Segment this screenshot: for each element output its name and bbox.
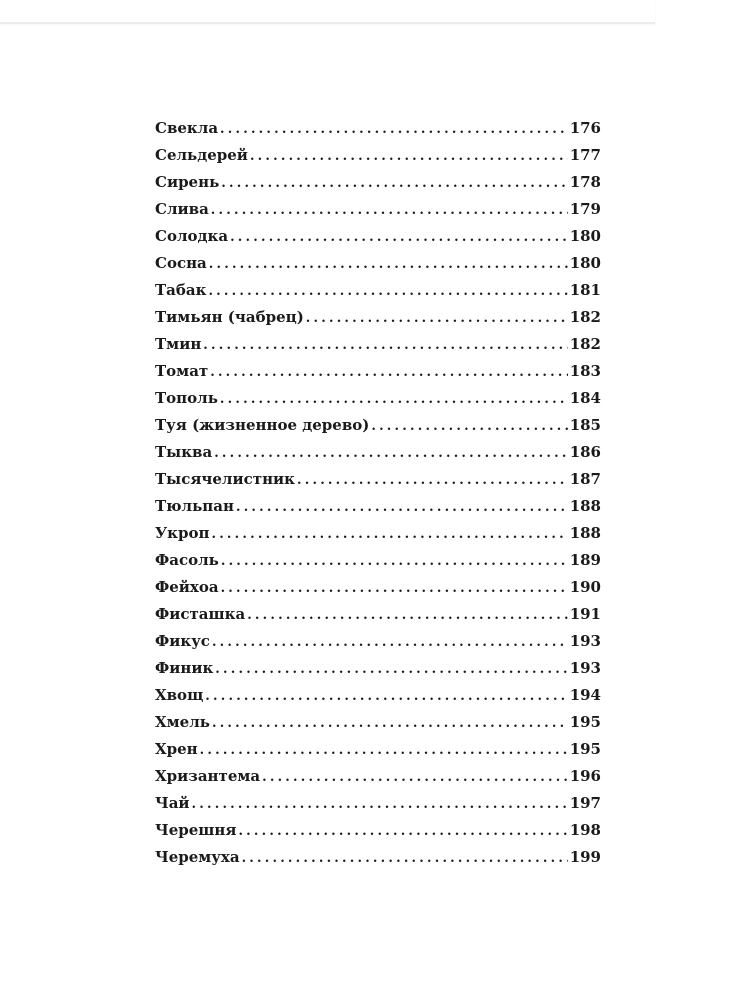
toc-entry-page: 190 xyxy=(569,578,601,596)
toc-entry[interactable] xyxy=(155,520,601,547)
toc-entry[interactable] xyxy=(155,331,601,358)
toc-entry[interactable] xyxy=(155,736,601,763)
toc-entry-page: 191 xyxy=(569,605,601,623)
toc-dot-leader xyxy=(221,170,567,197)
toc-entry-title: Хризантема xyxy=(155,767,261,785)
toc-entry-page: 181 xyxy=(569,281,601,299)
toc-entry-page: 193 xyxy=(569,632,601,650)
toc-dot-leader xyxy=(220,116,568,143)
toc-entry-title: Тысячелистник xyxy=(155,470,296,488)
toc-entry-page: 177 xyxy=(569,146,601,164)
toc-entry-title: Хрен xyxy=(155,740,198,758)
toc-entry-title: Тимьян (чабрец) xyxy=(155,308,304,326)
toc-entry-page: 183 xyxy=(569,362,601,380)
toc-entry-title: Слива xyxy=(155,200,209,218)
toc-entry-page: 198 xyxy=(569,821,601,839)
toc-dot-leader xyxy=(306,305,568,332)
toc-entry[interactable] xyxy=(155,547,601,574)
toc-entry-page: 193 xyxy=(569,659,601,677)
toc-entry-title: Финик xyxy=(155,659,214,677)
toc-entry[interactable] xyxy=(155,115,601,142)
toc-entry[interactable] xyxy=(155,574,601,601)
toc-dot-leader xyxy=(220,386,568,413)
toc-entry-title: Черемуха xyxy=(155,848,240,866)
toc-dot-leader xyxy=(209,251,568,278)
toc-dot-leader xyxy=(211,197,568,224)
toc-entry-title: Фасоль xyxy=(155,551,219,569)
toc-entry[interactable] xyxy=(155,358,601,385)
toc-dot-leader xyxy=(203,332,567,359)
toc-entry-title: Томат xyxy=(155,362,209,380)
toc-entry[interactable] xyxy=(155,277,601,304)
toc-entry[interactable] xyxy=(155,223,601,250)
toc-entry-title: Сосна xyxy=(155,254,207,272)
toc-entry-page: 186 xyxy=(569,443,601,461)
toc-dot-leader xyxy=(262,764,568,791)
toc-entry-page: 184 xyxy=(569,389,601,407)
toc-entry[interactable] xyxy=(155,493,601,520)
toc-dot-leader xyxy=(221,548,568,575)
toc-dot-leader xyxy=(230,224,568,251)
toc-dot-leader xyxy=(211,521,567,548)
toc-dot-leader xyxy=(371,413,567,440)
toc-entry-page: 179 xyxy=(569,200,601,218)
toc-entry[interactable] xyxy=(155,439,601,466)
toc-entry-page: 195 xyxy=(569,713,601,731)
toc-entry[interactable] xyxy=(155,304,601,331)
toc-entry[interactable] xyxy=(155,385,601,412)
toc-entry-title: Солодка xyxy=(155,227,229,245)
toc-entry[interactable] xyxy=(155,169,601,196)
toc-entry-title: Тыква xyxy=(155,443,213,461)
toc-entry[interactable] xyxy=(155,250,601,277)
toc-dot-leader xyxy=(200,737,568,764)
toc-entry[interactable] xyxy=(155,466,601,493)
toc-entry-title: Укроп xyxy=(155,524,210,542)
toc-entry-page: 182 xyxy=(569,335,601,353)
toc-entry-page: 182 xyxy=(569,308,601,326)
toc-dot-leader xyxy=(236,494,568,521)
toc-entry[interactable] xyxy=(155,763,601,790)
toc-dot-leader xyxy=(221,575,568,602)
toc-dot-leader xyxy=(250,143,568,170)
toc-dot-leader xyxy=(192,791,568,818)
toc-dot-leader xyxy=(247,602,568,629)
toc-entry-page: 189 xyxy=(569,551,601,569)
toc-entry-page: 197 xyxy=(569,794,601,812)
toc-dot-leader xyxy=(215,656,567,683)
toc-entry-title: Сирень xyxy=(155,173,220,191)
toc-entry-title: Табак xyxy=(155,281,207,299)
toc-entry-page: 187 xyxy=(569,470,601,488)
toc-dot-leader xyxy=(212,710,568,737)
toc-entry-page: 180 xyxy=(569,254,601,272)
toc-dot-leader xyxy=(214,440,568,467)
toc-entry-page: 188 xyxy=(569,524,601,542)
toc-entry-title: Сельдерей xyxy=(155,146,248,164)
toc-entry[interactable] xyxy=(155,412,601,439)
toc-entry[interactable] xyxy=(155,817,601,844)
toc-entry-title: Черешня xyxy=(155,821,237,839)
toc-entry[interactable] xyxy=(155,709,601,736)
toc-entry-page: 180 xyxy=(569,227,601,245)
toc-entry-page: 194 xyxy=(569,686,601,704)
toc-entry[interactable] xyxy=(155,601,601,628)
toc-entry-page: 195 xyxy=(569,740,601,758)
toc-entry-title: Фейхоа xyxy=(155,578,219,596)
toc-entry-title: Тюльпан xyxy=(155,497,234,515)
toc-entry-title: Хвощ xyxy=(155,686,204,704)
toc-dot-leader xyxy=(208,278,567,305)
toc-dot-leader xyxy=(212,629,568,656)
toc-entry[interactable] xyxy=(155,628,601,655)
toc-entry-title: Хмель xyxy=(155,713,210,731)
toc-entry-page: 199 xyxy=(569,848,601,866)
toc-entry-title: Свекла xyxy=(155,119,219,137)
toc-entry[interactable] xyxy=(155,844,601,871)
toc-entry-title: Тополь xyxy=(155,389,218,407)
toc-entry-title: Туя (жизненное дерево) xyxy=(155,416,370,434)
toc-dot-leader xyxy=(210,359,567,386)
toc-dot-leader xyxy=(242,845,568,872)
toc-entry-title: Фисташка xyxy=(155,605,246,623)
toc-entry-page: 176 xyxy=(569,119,601,137)
toc-entry[interactable] xyxy=(155,655,601,682)
toc-entry-page: 196 xyxy=(569,767,601,785)
toc-entry-title: Фикус xyxy=(155,632,210,650)
toc-entry[interactable] xyxy=(155,196,601,223)
toc-entry[interactable] xyxy=(155,142,601,169)
toc-dot-leader xyxy=(238,818,567,845)
toc-dot-leader xyxy=(205,683,567,710)
toc-entry-title: Чай xyxy=(155,794,190,812)
toc-entry[interactable] xyxy=(155,682,601,709)
toc-entry[interactable] xyxy=(155,790,601,817)
table-of-contents xyxy=(155,115,601,871)
toc-entry-title: Тмин xyxy=(155,335,202,353)
toc-entry-page: 185 xyxy=(569,416,601,434)
toc-entry-page: 188 xyxy=(569,497,601,515)
toc-dot-leader xyxy=(297,467,568,494)
toc-entry-page: 178 xyxy=(569,173,601,191)
